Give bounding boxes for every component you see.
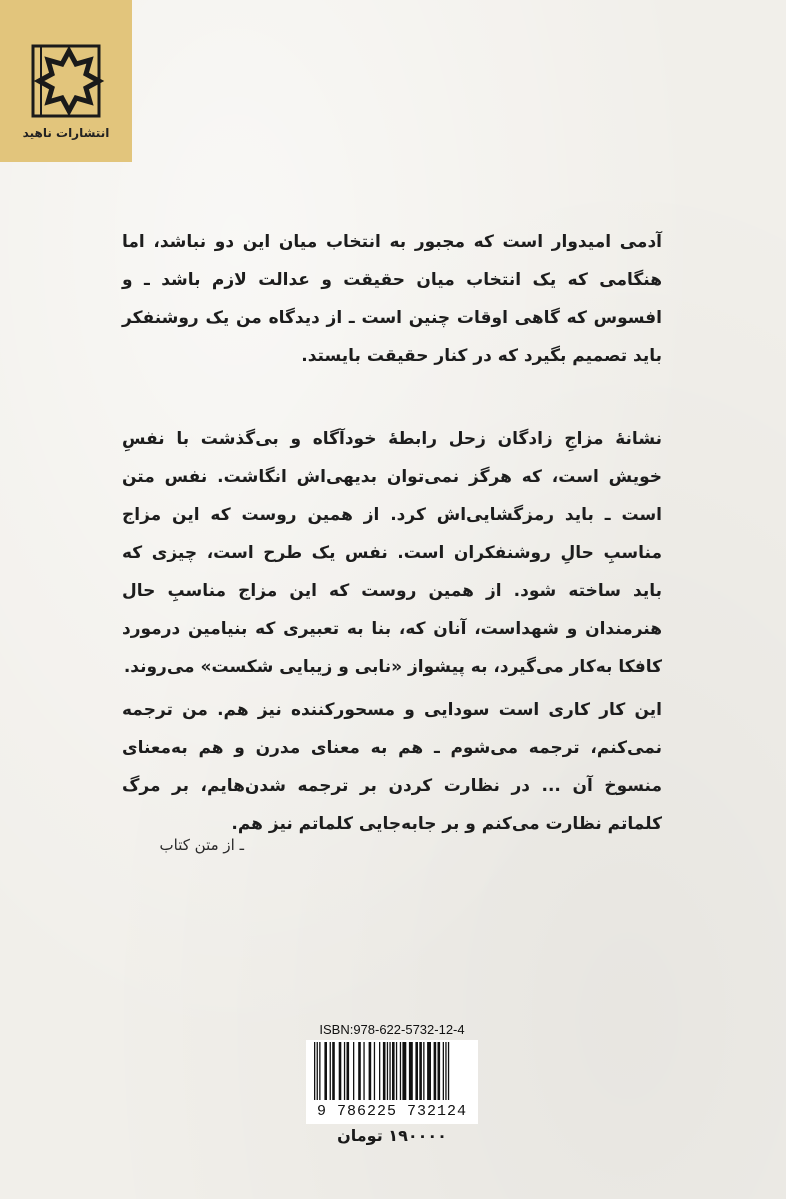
price: ۱۹۰۰۰۰ تومان <box>337 1126 447 1145</box>
blurb-paragraph-2: نشانهٔ مزاجِ زادگان زحل رابطهٔ خودآگاه و بی‌گذشت با نفسِ خویش است، که هرگز نمی‌توان بدیهی‌اش انگاشت. نفس متن است ـ باید رمزگشایی‌اش کرد. از همین روست که این مزاج مناسبِ حالِ روشنفکران است. نفس یک طرح است، چیزی که باید ساخته شود. از همین روست که این مزاج مناسبِ حال هنرمندان و شهداست، آنان که، بنا به تعبیری که بنیامین درمورد کافکا به‌کار می‌گیرد، به پیشواز «نابی و زیبایی شکست» می‌روند. <box>122 429 662 677</box>
barcode-bar <box>344 1042 345 1100</box>
barcode-bar <box>379 1042 380 1100</box>
barcode-bar <box>339 1042 342 1100</box>
barcode-bar <box>443 1042 444 1100</box>
barcode-bar <box>347 1042 350 1100</box>
barcode-bar <box>419 1042 422 1100</box>
publisher-name: انتشارات ناهید <box>22 126 110 140</box>
barcode-digits: 9 786225 732124 <box>306 1102 478 1122</box>
barcode-bar <box>448 1042 449 1100</box>
barcode-bar <box>314 1042 315 1100</box>
isbn-label: ISBN:978-622-5732-12-4 <box>319 1022 465 1037</box>
barcode-bar <box>353 1042 354 1100</box>
barcode-bar <box>396 1042 397 1100</box>
barcode-bar <box>332 1042 335 1100</box>
barcode-bar <box>383 1042 386 1100</box>
barcode-bar <box>324 1042 327 1100</box>
blurb-source: ـ از متن کتاب <box>159 836 244 854</box>
barcode-bar <box>438 1042 441 1100</box>
barcode-bar <box>434 1042 437 1100</box>
barcode-bar <box>374 1042 375 1100</box>
barcode-bar <box>402 1042 406 1100</box>
barcode-bars <box>306 1040 478 1102</box>
blurb-paragraph-1: آدمی امیدوار است که مجبور به انتخاب میان این دو نباشد، اما هنگامی که یک انتخاب میان حقیقت و عدالت لازم باشد ـ و افسوس که گاهی اوقات چنین است ـ از دیدگاه من یک روشنفکر باید تصمیم بگیرد که در کنار حقیقت بایستد. <box>122 232 662 366</box>
barcode-bar <box>319 1042 320 1100</box>
barcode-bar <box>330 1042 331 1100</box>
barcode-bar <box>427 1042 431 1100</box>
barcode-bar <box>392 1042 395 1100</box>
barcode-bar <box>445 1042 446 1100</box>
blurb-paragraph-3: این کار کاری است سودایی و مسحورکننده نیز هم. من ترجمه نمی‌کنم، ترجمه می‌شوم ـ هم به معنای مدرن و هم به‌معنای منسوخ آن ... در نظارت کردن بر ترجمه شدن‌هایم، بر مرگ کلماتم نظارت می‌کنم و بر جابه‌جایی کلماتم نیز هم. <box>122 700 662 834</box>
barcode-bar <box>415 1042 418 1100</box>
publisher-logo <box>0 0 132 162</box>
star-book-logo-icon <box>23 38 109 124</box>
barcode-bar <box>389 1042 390 1100</box>
barcode-bar <box>387 1042 388 1100</box>
barcode-bar <box>409 1042 413 1100</box>
barcode-bar <box>423 1042 424 1100</box>
barcode-bar <box>317 1042 318 1100</box>
barcode-bar <box>363 1042 364 1100</box>
barcode-bar <box>358 1042 361 1100</box>
barcode-bar <box>369 1042 372 1100</box>
barcode-bar <box>400 1042 401 1100</box>
